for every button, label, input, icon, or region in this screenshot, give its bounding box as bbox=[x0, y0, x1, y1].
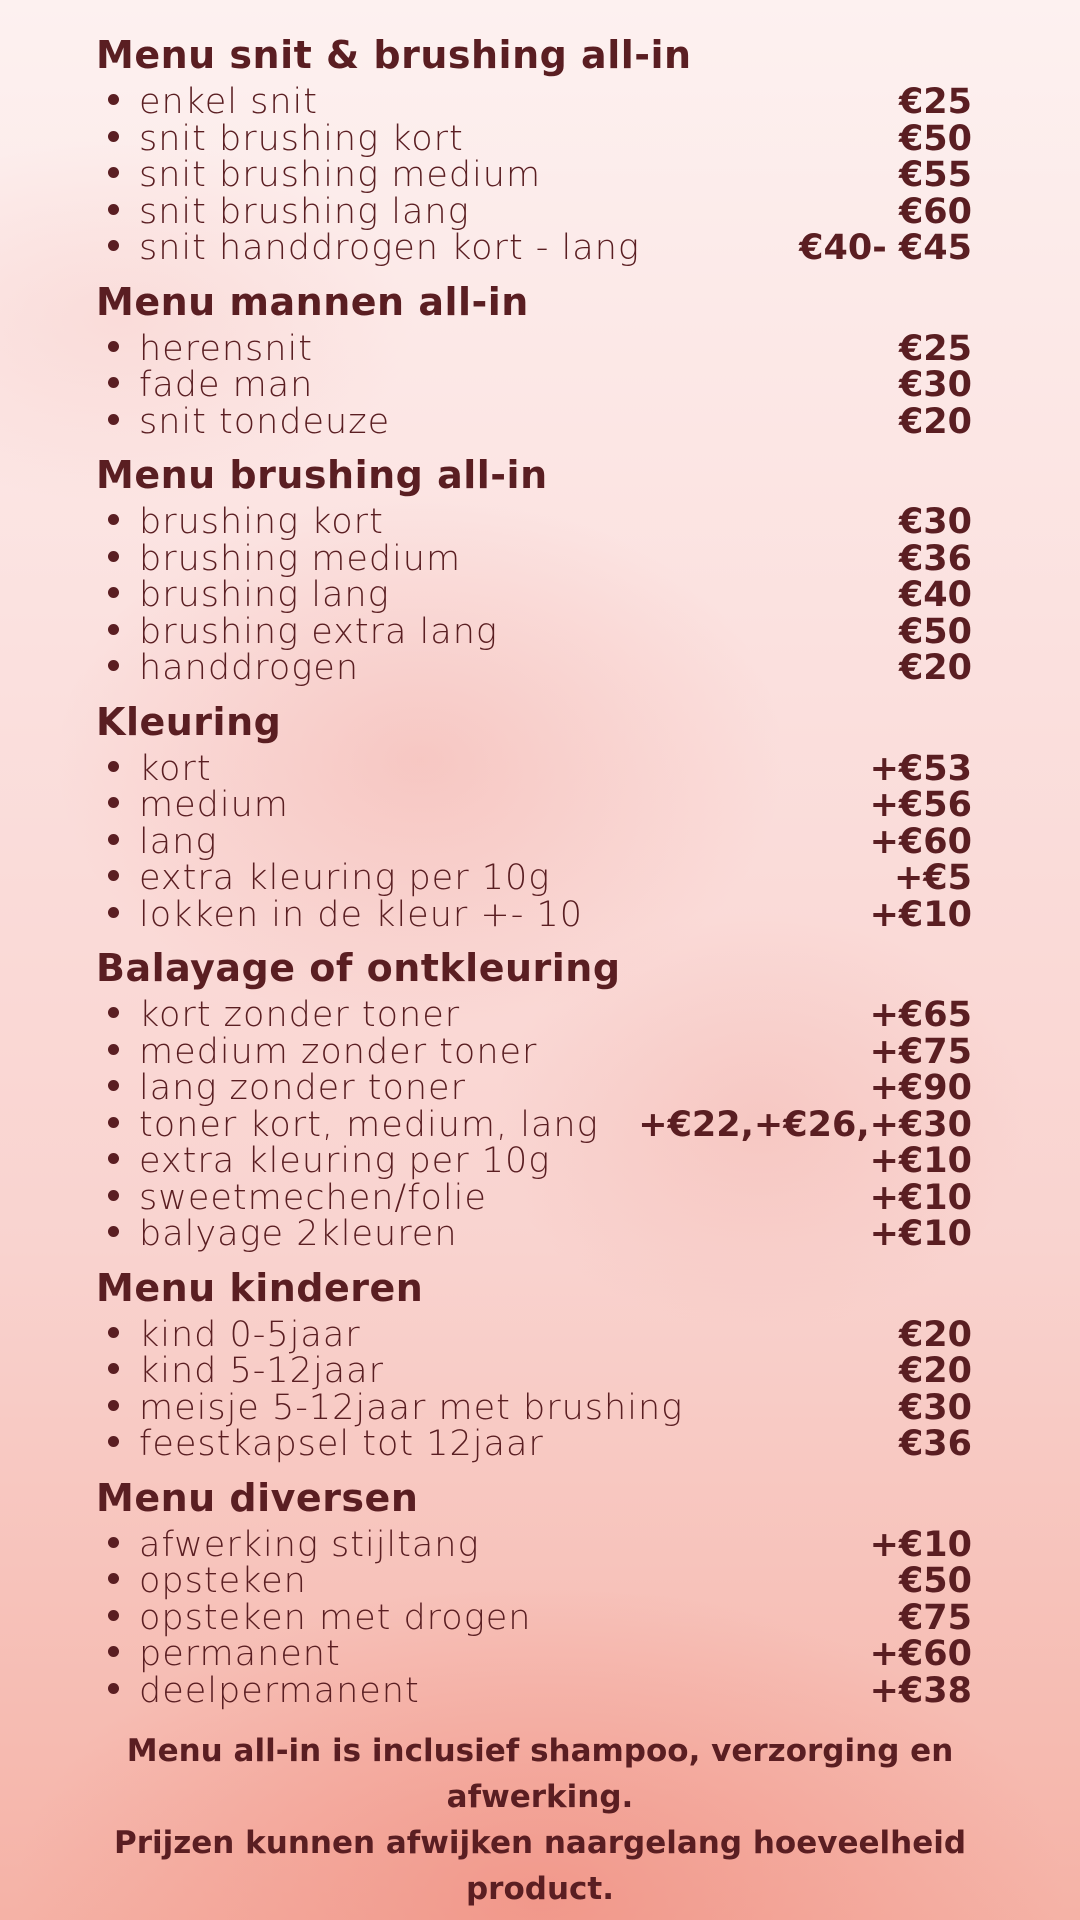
item-label: meisje 5-12jaar met brushing bbox=[139, 1387, 684, 1428]
item-label: herensnit bbox=[139, 328, 313, 369]
item-label: fade man bbox=[139, 365, 314, 405]
bullet-icon bbox=[108, 1400, 119, 1411]
list-item bbox=[96, 821, 972, 862]
item-label: brushing extra lang bbox=[139, 611, 498, 652]
footer-line-prices: Prijzen kunnen afwijken naargelang hoeveelheid product. bbox=[113, 1825, 967, 1907]
section-title: Menu brushing all-in bbox=[96, 453, 548, 497]
list-item bbox=[96, 748, 972, 789]
bullet-icon bbox=[108, 377, 119, 388]
bullet-icon bbox=[108, 1363, 119, 1374]
section-title: Menu mannen all-in bbox=[96, 279, 529, 324]
item-label: toner kort, medium, lang bbox=[139, 1104, 599, 1145]
list-item bbox=[96, 1353, 972, 1390]
item-label: brushing kort bbox=[139, 502, 384, 542]
bullet-icon bbox=[108, 1080, 119, 1091]
list-item bbox=[96, 1177, 972, 1218]
item-label: snit brushing kort bbox=[139, 118, 464, 159]
item-label: deelpermanent bbox=[139, 1670, 420, 1711]
list-item bbox=[96, 191, 972, 232]
list-item bbox=[96, 787, 972, 824]
section-kleuring bbox=[96, 693, 972, 934]
item-price: €36 bbox=[898, 1424, 972, 1464]
bullet-icon bbox=[108, 907, 119, 918]
bullet-icon bbox=[108, 204, 119, 215]
item-price: €30 bbox=[898, 1387, 972, 1428]
item-label: brushing medium bbox=[139, 538, 462, 579]
item-price: €20 bbox=[898, 401, 972, 442]
list-item bbox=[96, 1563, 972, 1600]
bullet-icon bbox=[108, 1044, 119, 1055]
item-label: sweetmechen/folie bbox=[139, 1177, 487, 1218]
item-label: lang bbox=[139, 821, 218, 862]
bullet-icon bbox=[108, 1007, 119, 1018]
item-label: kind 5-12jaar bbox=[139, 1351, 384, 1391]
bullet-icon bbox=[108, 797, 119, 808]
list-item bbox=[96, 1031, 972, 1072]
bullet-icon bbox=[108, 240, 119, 251]
item-label: lang zonder toner bbox=[139, 1068, 466, 1108]
item-price: +€10 bbox=[869, 1214, 972, 1254]
list-item bbox=[96, 894, 972, 935]
item-price: +€75 bbox=[869, 1031, 972, 1072]
item-label: opsteken met drogen bbox=[139, 1597, 532, 1638]
item-price: €40- €45 bbox=[799, 228, 972, 268]
list-item bbox=[96, 1143, 972, 1180]
footer-note bbox=[40, 1728, 1040, 1912]
item-label: handdrogen bbox=[139, 648, 359, 688]
list-item bbox=[96, 504, 972, 541]
item-label: brushing lang bbox=[139, 575, 390, 615]
bullet-icon bbox=[108, 514, 119, 525]
bullet-icon bbox=[108, 551, 119, 562]
list-item bbox=[96, 1387, 972, 1428]
bullet-icon bbox=[108, 1436, 119, 1447]
bullet-icon bbox=[108, 1327, 119, 1338]
list-item bbox=[96, 538, 972, 579]
list-item bbox=[96, 611, 972, 652]
bullet-icon bbox=[108, 624, 119, 635]
item-price: +€60 bbox=[869, 821, 972, 862]
list-item bbox=[96, 1314, 972, 1355]
item-price: +€10 bbox=[869, 1141, 972, 1181]
item-price: €20 bbox=[898, 1351, 972, 1391]
item-label: kort zonder toner bbox=[139, 995, 461, 1035]
item-price: +€10 bbox=[869, 894, 972, 935]
item-price: +€53 bbox=[869, 748, 972, 789]
list-item bbox=[96, 1597, 972, 1638]
section-balayage bbox=[96, 939, 972, 1253]
item-label: medium bbox=[139, 785, 289, 825]
section-snit-brushing bbox=[96, 26, 972, 267]
list-item bbox=[96, 367, 972, 404]
item-price: €50 bbox=[898, 118, 972, 159]
bullet-icon bbox=[108, 1117, 119, 1128]
item-price: +€10 bbox=[869, 1524, 972, 1565]
item-price: +€56 bbox=[869, 785, 972, 825]
bullet-icon bbox=[108, 167, 119, 178]
list-item bbox=[96, 118, 972, 159]
bullet-icon bbox=[108, 834, 119, 845]
list-item bbox=[96, 860, 972, 897]
item-price: +€90 bbox=[869, 1068, 972, 1108]
bullet-icon bbox=[108, 1573, 119, 1584]
bullet-icon bbox=[108, 1610, 119, 1621]
item-price: +€38 bbox=[869, 1670, 972, 1711]
item-label: snit handdrogen kort - lang bbox=[139, 228, 640, 268]
item-label: extra kleuring per 10g bbox=[139, 1141, 551, 1181]
list-item bbox=[96, 401, 972, 442]
list-item bbox=[96, 230, 972, 267]
item-price: +€65 bbox=[869, 995, 972, 1035]
item-price: €25 bbox=[898, 328, 972, 369]
item-label: afwerking stijltang bbox=[139, 1524, 480, 1565]
item-label: balyage 2kleuren bbox=[139, 1214, 458, 1254]
item-label: snit tondeuze bbox=[139, 401, 391, 442]
section-title: Menu snit & brushing all-in bbox=[96, 33, 692, 77]
bullet-icon bbox=[108, 870, 119, 881]
item-label: extra kleuring per 10g bbox=[139, 858, 551, 898]
item-price: +€60 bbox=[869, 1634, 972, 1674]
item-price: €36 bbox=[898, 538, 972, 579]
bullet-icon bbox=[108, 94, 119, 105]
list-item bbox=[96, 1070, 972, 1107]
item-price: €50 bbox=[898, 611, 972, 652]
bullet-icon bbox=[108, 414, 119, 425]
bullet-icon bbox=[108, 341, 119, 352]
bullet-icon bbox=[108, 1153, 119, 1164]
item-price: €30 bbox=[898, 502, 972, 542]
list-item bbox=[96, 997, 972, 1034]
section-title: Menu kinderen bbox=[96, 1265, 424, 1310]
item-label: feestkapsel tot 12jaar bbox=[139, 1424, 544, 1464]
item-price: €30 bbox=[898, 365, 972, 405]
section-title: Balayage of ontkleuring bbox=[96, 946, 621, 990]
bullet-icon bbox=[108, 587, 119, 598]
list-item bbox=[96, 1636, 972, 1673]
item-label: enkel snit bbox=[139, 82, 318, 122]
item-label: opsteken bbox=[139, 1561, 307, 1601]
bullet-icon bbox=[108, 1646, 119, 1657]
item-price: +€22,+€26,+€30 bbox=[638, 1104, 972, 1145]
bullet-icon bbox=[108, 131, 119, 142]
section-brushing bbox=[96, 446, 972, 687]
item-price: €75 bbox=[898, 1597, 972, 1638]
item-price: €50 bbox=[898, 1561, 972, 1601]
list-item bbox=[96, 1670, 972, 1711]
item-price: +€10 bbox=[869, 1177, 972, 1218]
price-menu bbox=[96, 26, 972, 1715]
item-label: snit brushing lang bbox=[139, 191, 470, 232]
bullet-icon bbox=[108, 1226, 119, 1237]
item-price: €25 bbox=[898, 82, 972, 122]
item-price: +€5 bbox=[893, 858, 972, 898]
section-title: Menu diversen bbox=[96, 1475, 419, 1520]
item-price: €40 bbox=[898, 575, 972, 615]
item-label: lokken in de kleur +- 10 bbox=[139, 894, 584, 935]
footer-line-all-in: Menu all-in is inclusief shampoo, verzorging en afwerking. bbox=[126, 1733, 954, 1815]
item-price: €55 bbox=[898, 155, 972, 195]
item-label: kort bbox=[139, 748, 212, 789]
list-item bbox=[96, 1104, 972, 1145]
bullet-icon bbox=[108, 761, 119, 772]
list-item bbox=[96, 328, 972, 369]
bullet-icon bbox=[108, 1537, 119, 1548]
item-price: €20 bbox=[898, 648, 972, 688]
list-item bbox=[96, 1426, 972, 1463]
section-title: Kleuring bbox=[96, 699, 282, 744]
list-item bbox=[96, 84, 972, 121]
bullet-icon bbox=[108, 660, 119, 671]
list-item bbox=[96, 577, 972, 614]
section-diversen bbox=[96, 1469, 972, 1710]
list-item bbox=[96, 157, 972, 194]
item-label: snit brushing medium bbox=[139, 155, 542, 195]
item-label: kind 0-5jaar bbox=[139, 1314, 361, 1355]
bullet-icon bbox=[108, 1683, 119, 1694]
item-label: permanent bbox=[139, 1634, 341, 1674]
list-item bbox=[96, 1524, 972, 1565]
bullet-icon bbox=[108, 1190, 119, 1201]
section-mannen bbox=[96, 273, 972, 441]
item-price: €60 bbox=[898, 191, 972, 232]
list-item bbox=[96, 650, 972, 687]
section-kinderen bbox=[96, 1259, 972, 1463]
list-item bbox=[96, 1216, 972, 1253]
item-label: medium zonder toner bbox=[139, 1031, 538, 1072]
item-price: €20 bbox=[898, 1314, 972, 1355]
